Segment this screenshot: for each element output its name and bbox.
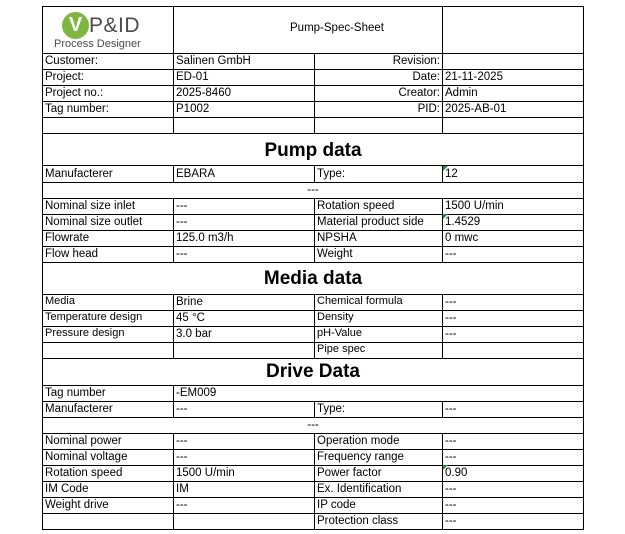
grid-line (42, 401, 584, 402)
flowrate-label: Flowrate (45, 232, 90, 244)
project-no-value: 2025-8460 (176, 87, 231, 99)
im-code-value: IM (176, 483, 189, 495)
grid-line (442, 198, 443, 262)
pump-weight-value: --- (445, 248, 457, 260)
pump-type-value: 12 (445, 168, 458, 180)
grid-line (314, 53, 315, 133)
grid-line (173, 6, 174, 53)
grid-line (442, 401, 443, 417)
grid-line (314, 433, 315, 529)
protection-class-label: Protection class (317, 515, 399, 527)
drive-type-value: --- (445, 403, 457, 415)
ph-label: pH-Value (317, 327, 363, 339)
opmode-label: Operation mode (317, 435, 400, 447)
formula-label: Chemical formula (317, 295, 403, 307)
project-no-label: Project no.: (45, 87, 104, 99)
grid-line (442, 433, 443, 529)
ip-code-value: --- (445, 499, 457, 511)
pump-type-label: Type: (317, 168, 346, 180)
project-label: Project: (45, 71, 84, 83)
pump-rotation-value: 1500 U/min (445, 200, 504, 212)
grid-line (42, 117, 584, 118)
density-value: --- (445, 312, 457, 324)
drive-manufacturer-value: --- (176, 403, 188, 415)
pump-manufacturer-value: EBARA (176, 168, 215, 180)
grid-line (42, 85, 584, 86)
material-label: Material product side (317, 216, 424, 228)
date-value: 21-11-2025 (445, 71, 503, 83)
grid-line (314, 401, 315, 417)
pump-weight-label: Weight (317, 248, 353, 260)
protection-class-value: --- (445, 515, 457, 527)
ph-value: --- (445, 328, 457, 340)
grid-line (173, 294, 174, 358)
drive-data-heading: Drive Data (266, 361, 360, 382)
grid-line (42, 481, 584, 482)
grid-line (173, 165, 174, 182)
npsha-label: NPSHA (317, 232, 357, 244)
grid-line (173, 433, 174, 529)
grid-line (42, 529, 584, 530)
logo-v-badge: V (62, 12, 89, 39)
temperature-label: Temperature design (45, 311, 143, 323)
drive-rotation-label: Rotation speed (45, 467, 123, 479)
creator-label: Creator: (398, 87, 440, 99)
outlet-value: --- (176, 216, 188, 228)
logo-wordmark: P&ID (89, 14, 141, 37)
grid-line (173, 198, 174, 262)
grid-line (42, 465, 584, 466)
power-label: Nominal power (45, 435, 122, 447)
pressure-label: Pressure design (45, 327, 125, 339)
density-label: Density (317, 311, 354, 323)
grid-line (42, 385, 584, 386)
grid-line (42, 246, 584, 247)
opmode-value: --- (445, 435, 457, 447)
frequency-label: Frequency range (317, 451, 404, 463)
grid-line (42, 262, 584, 263)
power-factor-label: Power factor (317, 467, 382, 479)
pump-manufacturer-label: Manufacterer (45, 168, 113, 180)
pump-rotation-label: Rotation speed (317, 200, 395, 212)
grid-line (42, 165, 584, 166)
customer-value: Salinen GmbH (176, 55, 251, 67)
outlet-label: Nominal size outlet (45, 216, 143, 228)
media-value: Brine (176, 296, 203, 308)
npsha-value: 0 mwc (445, 232, 479, 244)
flowhead-value: --- (176, 248, 188, 260)
drive-tag-label: Tag number (45, 387, 106, 399)
grid-line (42, 342, 584, 343)
grid-line (42, 513, 584, 514)
voltage-value: --- (176, 451, 188, 463)
grid-line (314, 198, 315, 262)
grid-line (42, 433, 584, 434)
pipespec-label: Pipe spec (317, 343, 366, 355)
grid-line (442, 53, 443, 133)
grid-line (42, 294, 584, 295)
tag-number-label: Tag number: (45, 103, 109, 115)
project-value: ED-01 (176, 71, 209, 83)
power-value: --- (176, 435, 188, 447)
pid-logo (50, 12, 160, 54)
ex-identification-value: --- (445, 483, 457, 495)
grid-line (173, 53, 174, 133)
grid-line (442, 6, 443, 53)
pressure-value: 3.0 bar (176, 328, 212, 340)
logo-subtitle: Process Designer (54, 38, 141, 50)
creator-value: Admin (445, 87, 478, 99)
voltage-label: Nominal voltage (45, 451, 128, 463)
temperature-value: 45 °C (176, 312, 205, 324)
formula-value: --- (445, 296, 457, 308)
flowrate-value: 125.0 m3/h (176, 232, 234, 244)
ip-code-label: IP code (317, 499, 356, 511)
grid-line (173, 385, 174, 417)
power-factor-value: 0.90 (445, 467, 468, 479)
grid-line (42, 497, 584, 498)
drive-weight-value: --- (176, 499, 188, 511)
pump-data-heading: Pump data (264, 140, 362, 161)
pid-label: PID: (417, 103, 440, 115)
grid-line (42, 230, 584, 231)
material-value: 1.4529 (445, 216, 481, 228)
media-label: Media (45, 295, 75, 307)
frequency-value: --- (445, 451, 457, 463)
sheet-title: Pump-Spec-Sheet (290, 22, 384, 34)
drive-manufacturer-label: Manufacterer (45, 403, 113, 415)
media-data-heading: Media data (263, 268, 363, 289)
flowhead-label: Flow head (45, 248, 99, 260)
drive-weight-label: Weight drive (45, 499, 109, 511)
revision-label: Revision: (392, 55, 440, 67)
pump-spacer: --- (307, 184, 319, 196)
grid-line (42, 6, 584, 7)
customer-label: Customer: (45, 55, 99, 67)
drive-rotation-value: 1500 U/min (176, 467, 235, 479)
spec-sheet (42, 6, 584, 530)
pid-value: 2025-AB-01 (445, 103, 507, 115)
grid-line (314, 165, 315, 182)
im-code-label: IM Code (45, 483, 89, 495)
grid-line (42, 133, 584, 134)
drive-spacer: --- (307, 419, 319, 431)
drive-tag-value: -EM009 (176, 387, 217, 399)
grid-line (442, 294, 443, 358)
tag-number-value: P1002 (176, 103, 210, 115)
inlet-label: Nominal size inlet (45, 200, 136, 212)
date-label: Date: (412, 71, 440, 83)
drive-type-label: Type: (317, 403, 346, 415)
grid-line (314, 294, 315, 358)
grid-line (42, 358, 584, 359)
ex-identification-label: Ex. Identification (317, 483, 402, 495)
inlet-value: --- (176, 200, 188, 212)
